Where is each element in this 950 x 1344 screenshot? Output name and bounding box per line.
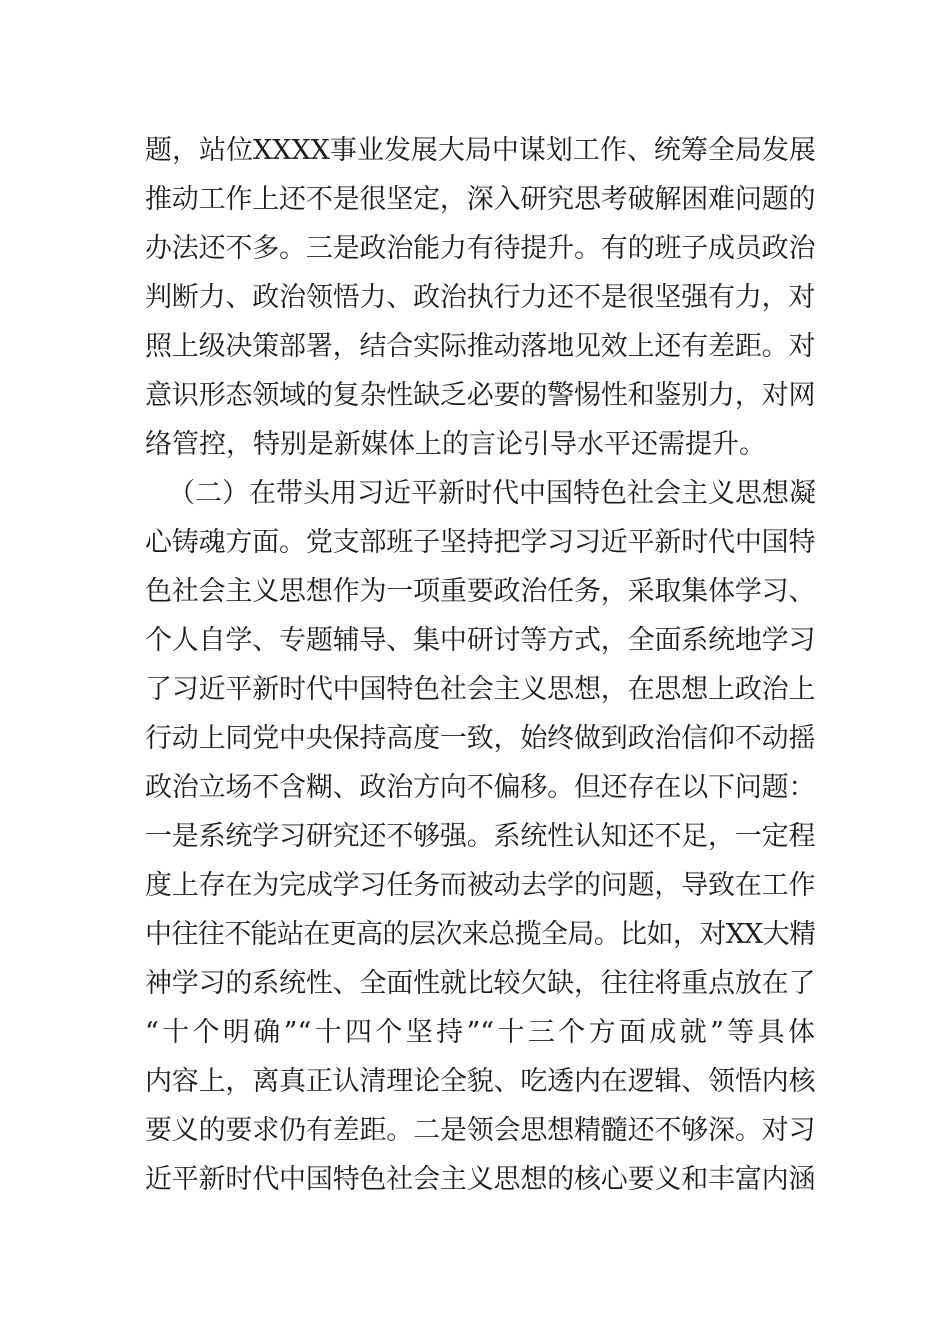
- text-line: 要义的要求仍有差距。二是领会思想精髓还不够深。对习: [145, 1115, 815, 1146]
- text-line: 心铸魂方面。党支部班子坚持把学习习近平新时代中国特: [145, 527, 815, 558]
- text-line: 题，站位XXXX事业发展大局中谋划工作、统筹全局发展: [145, 135, 816, 166]
- text-line: 照上级决策部署，结合实际推动落地见效上还有差距。对: [145, 331, 815, 362]
- section-heading-line: （二）在带头用习近平新时代中国特色社会主义思想凝: [168, 478, 816, 509]
- text-line: 个人自学、专题辅导、集中研讨等方式，全面系统地学习: [145, 625, 815, 656]
- text-line: 办法还不多。三是政治能力有待提升。有的班子成员政治: [145, 233, 815, 264]
- text-line: 了习近平新时代中国特色社会主义思想，在思想上政治上: [145, 674, 815, 705]
- text-line: 中往往不能站在更高的层次来总揽全局。比如，对XX大精: [145, 919, 815, 950]
- text-line: 度上存在为完成学习任务而被动去学的问题，导致在工作: [145, 870, 815, 901]
- text-line: 判断力、政治领悟力、政治执行力还不是很坚强有力，对: [145, 282, 815, 313]
- text-line: 行动上同党中央保持高度一致，始终做到政治信仰不动摇: [145, 723, 815, 754]
- text-line: 色社会主义思想作为一项重要政治任务，采取集体学习、: [145, 576, 815, 607]
- text-line: “十个明确”“十四个坚持”“十三个方面成就”等具体: [145, 1017, 815, 1048]
- text-line: 近平新时代中国特色社会主义思想的核心要义和丰富内涵: [145, 1164, 815, 1195]
- text-line: 神学习的系统性、全面性就比较欠缺，往往将重点放在了: [145, 968, 815, 999]
- text-line: 络管控，特别是新媒体上的言论引导水平还需提升。: [145, 429, 766, 460]
- text-line: 一是系统学习研究还不够强。系统性认知还不足，一定程: [145, 821, 815, 852]
- text-line: 政治立场不含糊、政治方向不偏移。但还存在以下问题：: [145, 772, 815, 803]
- text-line: 内容上，离真正认清理论全貌、吃透内在逻辑、领悟内核: [145, 1066, 815, 1097]
- text-line: 推动工作上还不是很坚定，深入研究思考破解困难问题的: [145, 184, 815, 215]
- text-line: 意识形态领域的复杂性缺乏必要的警惕性和鉴别力，对网: [145, 380, 815, 411]
